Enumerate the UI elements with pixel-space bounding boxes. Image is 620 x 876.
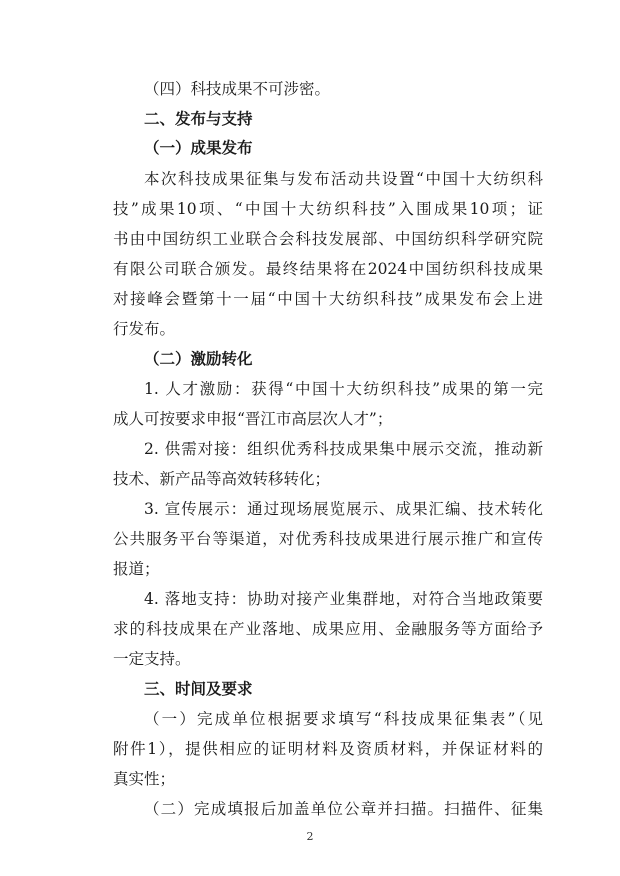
- paragraph-line: 对接峰会暨第十一届“中国十大纺织科技”成果发布会上进: [113, 290, 543, 308]
- paragraph-line: 求的科技成果在产业落地、成果应用、金融服务等方面给予: [113, 620, 543, 638]
- paragraph-line: 行发布。: [113, 320, 176, 338]
- paragraph-line: 附件1），提供相应的证明材料及资质材料，并保证材料的: [113, 740, 543, 758]
- paragraph-line: 4. 落地支持：协助对接产业集群地，对符合当地政策要: [144, 590, 543, 608]
- paragraph-line: 书由中国纺织工业联合会科技发展部、中国纺织科学研究院: [113, 230, 543, 248]
- item-four-secret: （四）科技成果不可涉密。: [144, 80, 331, 98]
- paragraph-line: 1. 人才激励：获得“中国十大纺织科技”成果的第一完: [144, 380, 543, 398]
- paragraph-line: （二）完成填报后加盖单位公章并扫描。扫描件、征集: [144, 800, 543, 818]
- paragraph-line: 真实性；: [113, 770, 176, 788]
- paragraph-line: 一定支持。: [113, 650, 191, 668]
- page-number: 2: [306, 830, 314, 843]
- paragraph-line: 技”成果10项、“中国十大纺织科技”入围成果10项；证: [113, 200, 543, 218]
- paragraph-line: 成人可按要求申报“晋江市高层次人才”；: [113, 410, 393, 428]
- subheading-incentive: （二）激励转化: [144, 350, 253, 368]
- paragraph-line: 报道；: [113, 560, 160, 578]
- paragraph-line: 本次科技成果征集与发布活动共设置“中国十大纺织科: [144, 170, 543, 188]
- section-heading-release-support: 二、发布与支持: [144, 110, 253, 128]
- paragraph-line: 有限公司联合颁发。最终结果将在2024中国纺织科技成果: [113, 260, 543, 278]
- paragraph-line: 3. 宣传展示：通过现场展览展示、成果汇编、技术转化: [144, 500, 543, 518]
- subheading-results-release: （一）成果发布: [144, 139, 253, 157]
- paragraph-line: 技术、新产品等高效转移转化；: [113, 470, 331, 488]
- paragraph-line: （一）完成单位根据要求填写“科技成果征集表”（见: [144, 710, 543, 728]
- section-heading-time-requirements: 三、时间及要求: [144, 680, 253, 698]
- paragraph-line: 2. 供需对接：组织优秀科技成果集中展示交流，推动新: [144, 440, 543, 458]
- paragraph-line: 公共服务平台等渠道，对优秀科技成果进行展示推广和宣传: [113, 530, 543, 548]
